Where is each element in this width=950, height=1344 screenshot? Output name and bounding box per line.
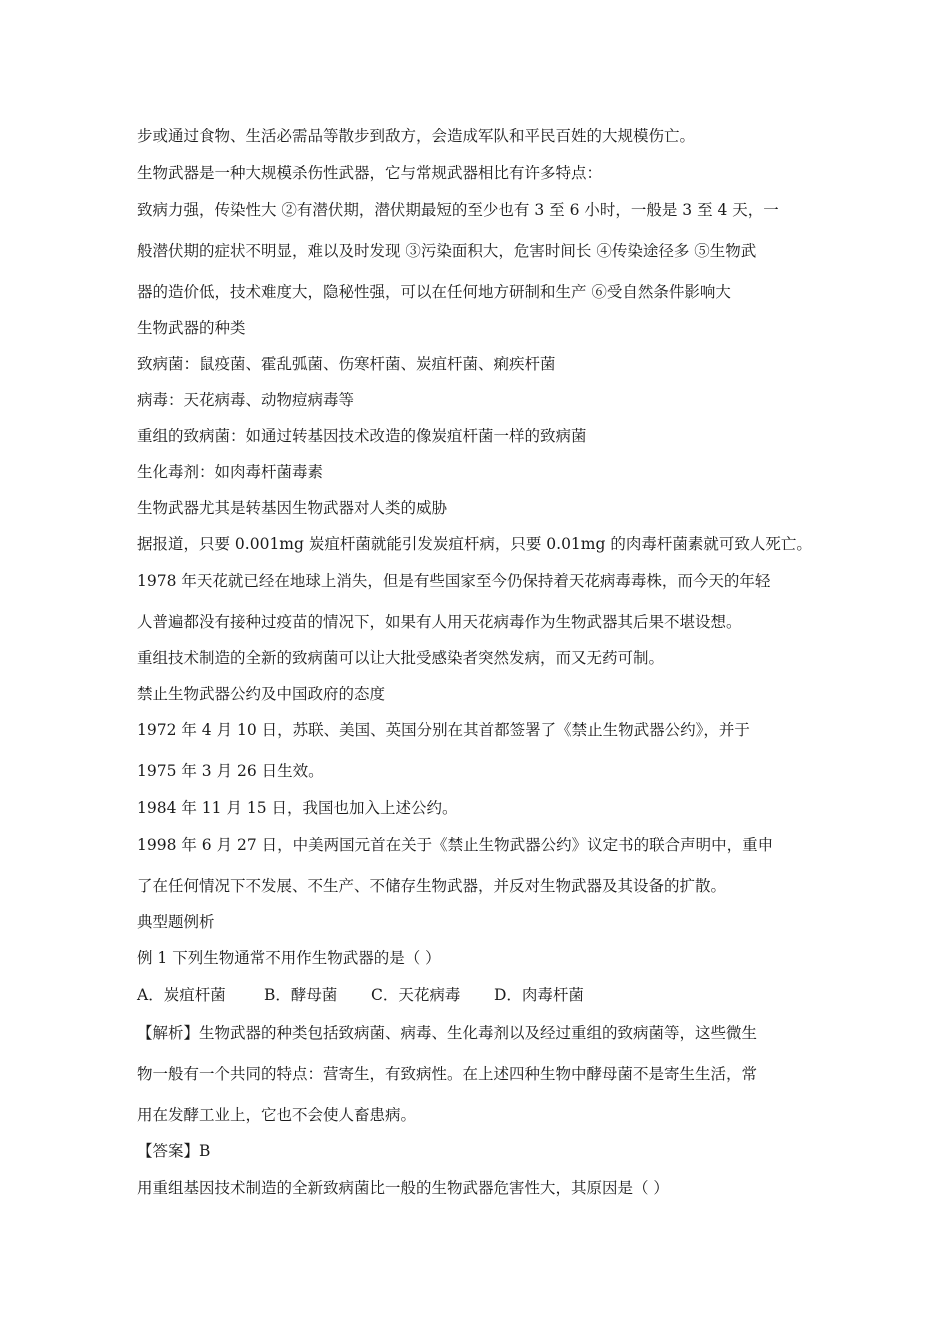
answer-line: 【答案】B xyxy=(137,1142,211,1160)
text-line: 重组的致病菌：如通过转基因技术改造的像炭疽杆菌一样的致病菌 xyxy=(137,427,587,445)
option-b: B．酵母菌 xyxy=(264,986,338,1004)
text-line: 生化毒剂：如肉毒杆菌毒素 xyxy=(137,463,324,481)
text-line: 器的造价低，技术难度大，隐秘性强，可以在任何地方研制和生产 ⑥受自然条件影响大 xyxy=(137,283,731,301)
answer-options xyxy=(137,985,584,1005)
text-line: 1984 年 11 月 15 日，我国也加入上述公约。 xyxy=(137,799,458,817)
text-line: 致病力强，传染性大 ②有潜伏期，潜伏期最短的至少也有 3 至 6 小时，一般是 3 至 4 天，一 xyxy=(137,201,779,219)
text-line: 致病菌：鼠疫菌、霍乱弧菌、伤寒杆菌、炭疽杆菌、痢疾杆菌 xyxy=(137,355,556,373)
text-line: 步或通过食物、生活必需品等散步到敌方，会造成军队和平民百姓的大规模伤亡。 xyxy=(137,127,696,145)
analysis-line: 用在发酵工业上，它也不会使人畜患病。 xyxy=(137,1106,417,1124)
text-line: 1998 年 6 月 27 日，中美两国元首在关于《禁止生物武器公约》议定书的联合声明中，重申 xyxy=(137,836,774,854)
option-d: D．肉毒杆菌 xyxy=(494,986,584,1004)
text-line: 重组技术制造的全新的致病菌可以让大批受感染者突然发病，而又无药可制。 xyxy=(137,649,665,667)
text-line: 1975 年 3 月 26 日生效。 xyxy=(137,762,324,780)
text-line: 人普遍都没有接种过疫苗的情况下，如果有人用天花病毒作为生物武器其后果不堪设想。 xyxy=(137,613,742,631)
section-heading: 典型题例析 xyxy=(137,913,215,931)
analysis-line: 【解析】生物武器的种类包括致病菌、病毒、生化毒剂以及经过重组的致病菌等，这些微生 xyxy=(137,1024,758,1042)
text-line: 1972 年 4 月 10 日，苏联、美国、英国分别在其首都签署了《禁止生物武器公约》，并于 xyxy=(137,721,750,739)
question-1: 例 1 下列生物通常不用作生物武器的是（ ） xyxy=(137,949,441,967)
text-line: 般潜伏期的症状不明显，难以及时发现 ③污染面积大，危害时间长 ④传染途径多 ⑤生物武 xyxy=(137,242,757,260)
option-a: A．炭疽杆菌 xyxy=(137,986,226,1004)
text-line: 1978 年天花就已经在地球上消失，但是有些国家至今仍保持着天花病毒毒株，而今天的年轻 xyxy=(137,572,771,590)
section-heading: 生物武器的种类 xyxy=(137,319,246,337)
question-2: 用重组基因技术制造的全新致病菌比一般的生物武器危害性大，其原因是（ ） xyxy=(137,1179,669,1197)
option-c: C．天花病毒 xyxy=(371,986,461,1004)
section-heading: 生物武器尤其是转基因生物武器对人类的威胁 xyxy=(137,499,448,517)
text-line: 生物武器是一种大规模杀伤性武器，它与常规武器相比有许多特点： xyxy=(137,164,603,182)
text-line: 了在任何情况下不发展、不生产、不储存生物武器，并反对生物武器及其设备的扩散。 xyxy=(137,877,727,895)
text-line: 据报道，只要 0.001mg 炭疽杆菌就能引发炭疽杆病，只要 0.01mg 的肉毒杆菌素就可致人死亡。 xyxy=(137,535,812,553)
section-heading: 禁止生物武器公约及中国政府的态度 xyxy=(137,685,386,703)
text-line: 病毒：天花病毒、动物痘病毒等 xyxy=(137,391,355,409)
analysis-line: 物一般有一个共同的特点：营寄生，有致病性。在上述四种生物中酵母菌不是寄生生活，常 xyxy=(137,1065,758,1083)
